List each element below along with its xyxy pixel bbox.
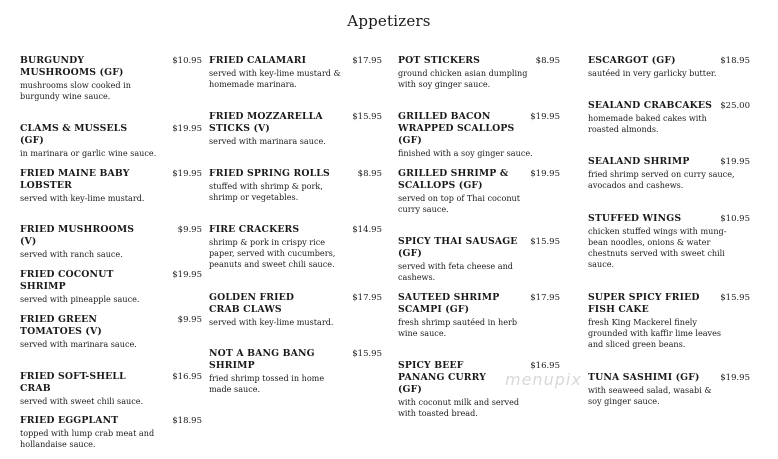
- item-name: STUFFED WINGS: [588, 213, 682, 224]
- menu-item: [20, 269, 202, 305]
- menu-item: [398, 111, 560, 159]
- item-name: FRIED MOZZARELLA STICKS (V): [209, 111, 323, 134]
- item-price: $9.95: [177, 225, 202, 235]
- item-description: fresh King Mackerel finely grounded with kaffir lime leaves and sliced green beans.: [588, 317, 722, 349]
- page-title: Appetizers: [347, 12, 431, 30]
- item-price: $9.95: [177, 315, 202, 325]
- item-name: TUNA SASHIMI (GF): [588, 372, 700, 383]
- item-price: $19.95: [720, 373, 750, 383]
- item-name: FRIED SPRING ROLLS: [209, 168, 330, 179]
- item-name: FRIED GREEN TOMATOES (V): [20, 314, 102, 337]
- item-name: FRIED EGGPLANT: [20, 415, 119, 426]
- item-price: $8.95: [535, 56, 560, 66]
- item-name: CLAMS & MUSSELS (GF): [20, 123, 128, 146]
- menu-item: [209, 111, 382, 147]
- item-name: FRIED CALAMARI: [209, 55, 307, 66]
- item-description: served with feta cheese and cashews.: [398, 261, 513, 282]
- item-description: chicken stuffed wings with mung-bean noodles, onions & water chestnuts served with sweet chili sauce.: [588, 226, 727, 269]
- item-price: $16.95: [530, 361, 560, 371]
- item-price: $25.00: [720, 101, 750, 111]
- item-name: SUPER SPICY FRIED FISH CAKE: [588, 292, 700, 315]
- item-description: with seaweed salad, wasabi & soy ginger sauce.: [588, 385, 712, 406]
- item-description: served with marinara sauce.: [209, 136, 326, 146]
- item-name: FRIED MUSHROOMS (V): [20, 224, 135, 247]
- item-price: $15.95: [720, 293, 750, 303]
- item-name: FRIED MAINE BABY LOBSTER: [20, 168, 130, 191]
- menu-item: [20, 224, 202, 260]
- item-name: FIRE CRACKERS: [209, 224, 300, 235]
- menu-item: [209, 292, 382, 328]
- item-description: fried shrimp tossed in home made sauce.: [209, 373, 325, 394]
- menu-item: [209, 224, 382, 270]
- item-description: stuffed with shrimp & pork, shrimp or vegetables.: [209, 181, 323, 202]
- item-description: mushrooms slow cooked in burgundy wine sauce.: [20, 80, 131, 101]
- menu-item: [588, 55, 750, 79]
- item-description: served with key-lime mustard.: [209, 317, 334, 327]
- item-name: SAUTEED SHRIMP SCAMPI (GF): [398, 292, 500, 315]
- menu-item: [20, 314, 202, 350]
- menu-item: [209, 348, 382, 395]
- item-price: $18.95: [172, 416, 202, 426]
- item-name: SPICY THAI SAUSAGE (GF): [398, 236, 518, 259]
- menu-item: [20, 123, 202, 159]
- item-name: ESCARGOT (GF): [588, 55, 676, 66]
- item-price: $14.95: [352, 225, 382, 235]
- item-price: $15.95: [530, 237, 560, 247]
- item-price: $10.95: [720, 214, 750, 224]
- item-name: GOLDEN FRIED CRAB CLAWS: [209, 292, 295, 315]
- item-description: fried shrimp served on curry sauce, avocados and cashews.: [588, 169, 735, 190]
- item-price: $19.95: [172, 270, 202, 280]
- item-description: sautéed in very garlicky butter.: [588, 68, 717, 78]
- item-description: served with ranch sauce.: [20, 249, 123, 259]
- item-name: SPICY BEEF PANANG CURRY (GF): [398, 360, 487, 395]
- item-price: $19.95: [530, 169, 560, 179]
- item-description: served with pineapple sauce.: [20, 294, 140, 304]
- menu-item: [209, 55, 382, 90]
- item-name: SEALAND SHRIMP: [588, 156, 690, 167]
- item-description: ground chicken asian dumpling with soy ginger sauce.: [398, 68, 528, 89]
- item-name: POT STICKERS: [398, 55, 481, 66]
- menu-item: [20, 371, 202, 407]
- menu-item: [398, 55, 560, 90]
- item-description: homemade baked cakes with roasted almonds.: [588, 113, 707, 134]
- item-description: finished with a soy ginger sauce.: [398, 148, 533, 158]
- menu-item: [20, 415, 202, 450]
- item-price: $18.95: [720, 56, 750, 66]
- menu-item: [398, 292, 560, 339]
- item-description: shrimp & pork in crispy rice paper, served with cucumbers, peanuts and sweet chili sauce.: [209, 237, 336, 269]
- item-price: $10.95: [172, 56, 202, 66]
- item-price: $8.95: [357, 169, 382, 179]
- menu-item: [209, 168, 382, 203]
- menu-item: [398, 168, 560, 215]
- item-price: $17.95: [530, 293, 560, 303]
- item-name: BURGUNDY MUSHROOMS (GF): [20, 55, 124, 78]
- menu-item: [588, 213, 750, 270]
- item-name: NOT A BANG BANG SHRIMP: [209, 348, 315, 371]
- item-name: FRIED COCONUT SHRIMP: [20, 269, 114, 292]
- menu-item: [588, 100, 750, 135]
- menu-item: [20, 55, 202, 102]
- item-description: served with key-lime mustard.: [20, 193, 145, 203]
- item-price: $19.95: [172, 124, 202, 134]
- item-name: SEALAND CRABCAKES: [588, 100, 712, 111]
- watermark: menupix: [505, 370, 582, 389]
- item-price: $16.95: [172, 372, 202, 382]
- menu-item: [588, 156, 748, 191]
- menu-item: [398, 236, 560, 283]
- item-price: $17.95: [352, 293, 382, 303]
- item-description: in marinara or garlic wine sauce.: [20, 148, 157, 158]
- item-price: $15.95: [352, 349, 382, 359]
- item-description: topped with lump crab meat and hollandaise sauce.: [20, 428, 155, 449]
- item-price: $19.95: [530, 112, 560, 122]
- item-description: served on top of Thai coconut curry sauce.: [398, 193, 520, 214]
- item-description: with coconut milk and served with toasted bread.: [398, 397, 520, 418]
- menu-item: [588, 372, 750, 407]
- menu-item: [588, 292, 750, 350]
- item-description: served with marinara sauce.: [20, 339, 137, 349]
- menu-item: [20, 168, 202, 204]
- item-price: $19.95: [720, 157, 750, 167]
- item-name: GRILLED BACON WRAPPED SCALLOPS (GF): [398, 111, 515, 146]
- item-description: served with sweet chili sauce.: [20, 396, 144, 406]
- item-name: FRIED SOFT-SHELL CRAB: [20, 371, 126, 394]
- item-name: GRILLED SHRIMP & SCALLOPS (GF): [398, 168, 509, 191]
- item-description: fresh shrimp sautéed in herb wine sauce.: [398, 317, 518, 338]
- item-description: served with key-lime mustard & homemade marinara.: [209, 68, 341, 89]
- item-price: $15.95: [352, 112, 382, 122]
- item-price: $19.95: [172, 169, 202, 179]
- item-price: $17.95: [352, 56, 382, 66]
